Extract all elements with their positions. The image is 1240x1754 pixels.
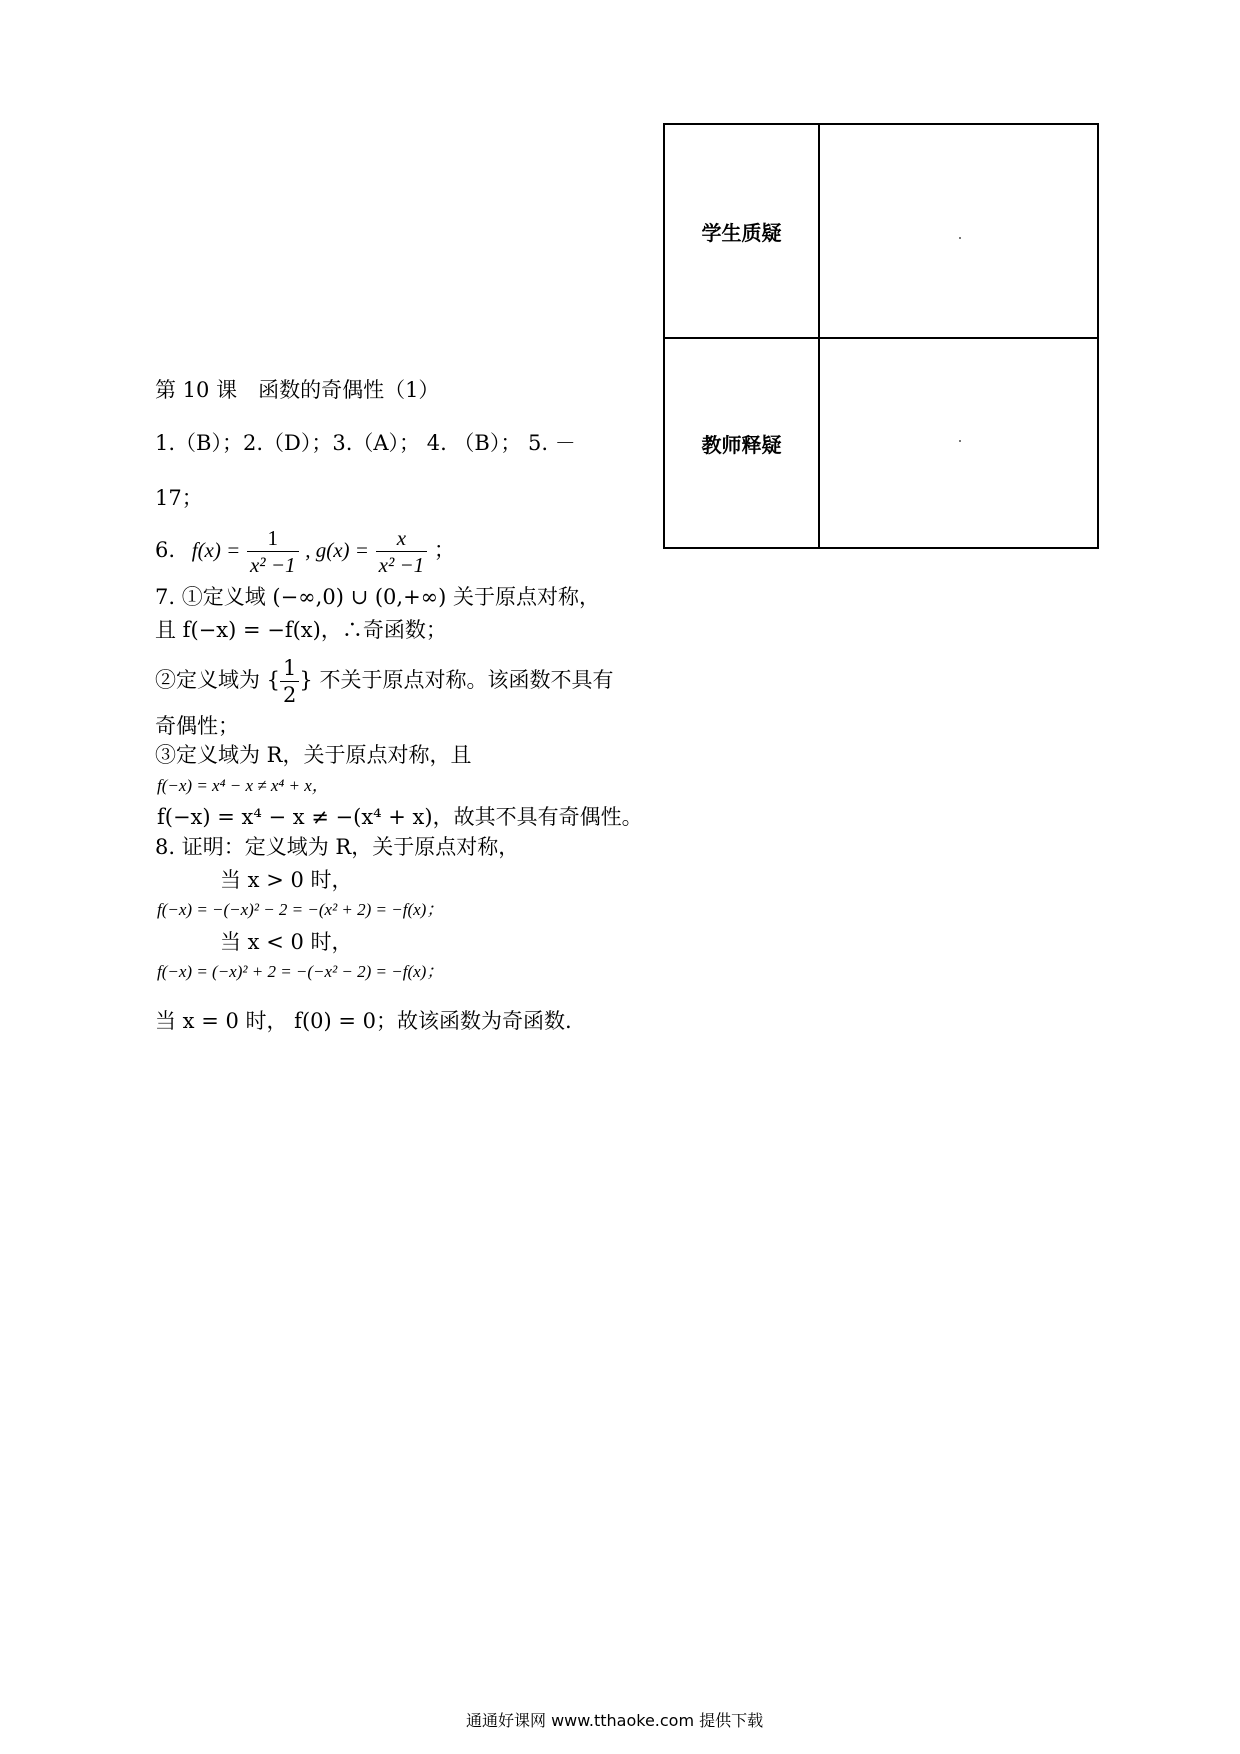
q6-g-fraction — [376, 525, 428, 578]
q6-f-label: f(x) = — [191, 538, 241, 562]
q7-part2-text-b: } 不关于原点对称。该函数不具有 — [299, 668, 614, 692]
q7-part2-text-a: ②定义域为 { — [155, 668, 281, 692]
q6-line — [155, 523, 455, 578]
table-dot — [959, 440, 961, 442]
q6-f-denominator: x² −1 — [249, 553, 296, 577]
q7-part2-fraction — [280, 655, 299, 708]
q8-line-1: 8. 证明：定义域为 R，关于原点对称， — [155, 835, 520, 859]
table-dot — [959, 237, 961, 239]
answers-line-1: 1.（B）；2.（D）；3.（A）； 4. （B）； 5. － — [155, 431, 576, 455]
question-answer-table — [663, 123, 1099, 549]
footer-source: 通通好课网 www.tthaoke.com 提供下载 — [466, 1711, 764, 1730]
q6-end: ； — [433, 538, 455, 562]
lesson-title: 第 10 课 函数的奇偶性（1） — [155, 378, 440, 402]
q6-g-denominator: x² −1 — [378, 553, 425, 577]
q7-part3-line-c: f(−x) = x⁴ − x ≠ −(x⁴ + x)，故其不具有奇偶性。 — [157, 805, 643, 829]
table-row — [665, 337, 1097, 549]
q7-part3-line-a: ③定义域为 R，关于原点对称，且 — [155, 743, 472, 767]
table-row — [665, 125, 1097, 339]
q7-part2-line — [155, 652, 613, 708]
q8-equation-1: f(−x) = −(−x)² − 2 = −(x² + 2) = −f(x)； — [157, 900, 444, 919]
q7-part3-line-b: f(−x) = x⁴ − x ≠ x⁴ + x， — [157, 776, 329, 795]
student-question-label: 学生质疑 — [665, 125, 820, 337]
q6-prefix: 6. — [155, 538, 176, 562]
q6-f-numerator: 1 — [247, 525, 299, 552]
q6-f-fraction — [247, 525, 299, 578]
q7-line-2: 且 f(−x) = −f(x)，∴奇函数； — [155, 618, 447, 642]
q6-g-numerator: x — [376, 525, 428, 552]
q7-part2-numerator: 1 — [280, 655, 299, 682]
q6-g-label: , g(x) = — [305, 538, 369, 562]
q8-case-1: 当 x > 0 时， — [220, 868, 353, 892]
q7-part2-line-c: 奇偶性； — [155, 714, 239, 738]
q7-part2-denominator: 2 — [283, 683, 297, 707]
q8-equation-2: f(−x) = (−x)² + 2 = −(−x² − 2) = −f(x)； — [157, 962, 444, 981]
teacher-answer-label: 教师释疑 — [665, 337, 820, 549]
q8-conclusion: 当 x = 0 时， f(0) = 0；故该函数为奇函数. — [155, 1009, 572, 1033]
answers-line-2: 17； — [155, 486, 203, 510]
q8-case-2: 当 x < 0 时， — [220, 930, 353, 954]
q7-line-1: 7. ①定义域 (−∞,0) ∪ (0,+∞) 关于原点对称， — [155, 585, 601, 609]
